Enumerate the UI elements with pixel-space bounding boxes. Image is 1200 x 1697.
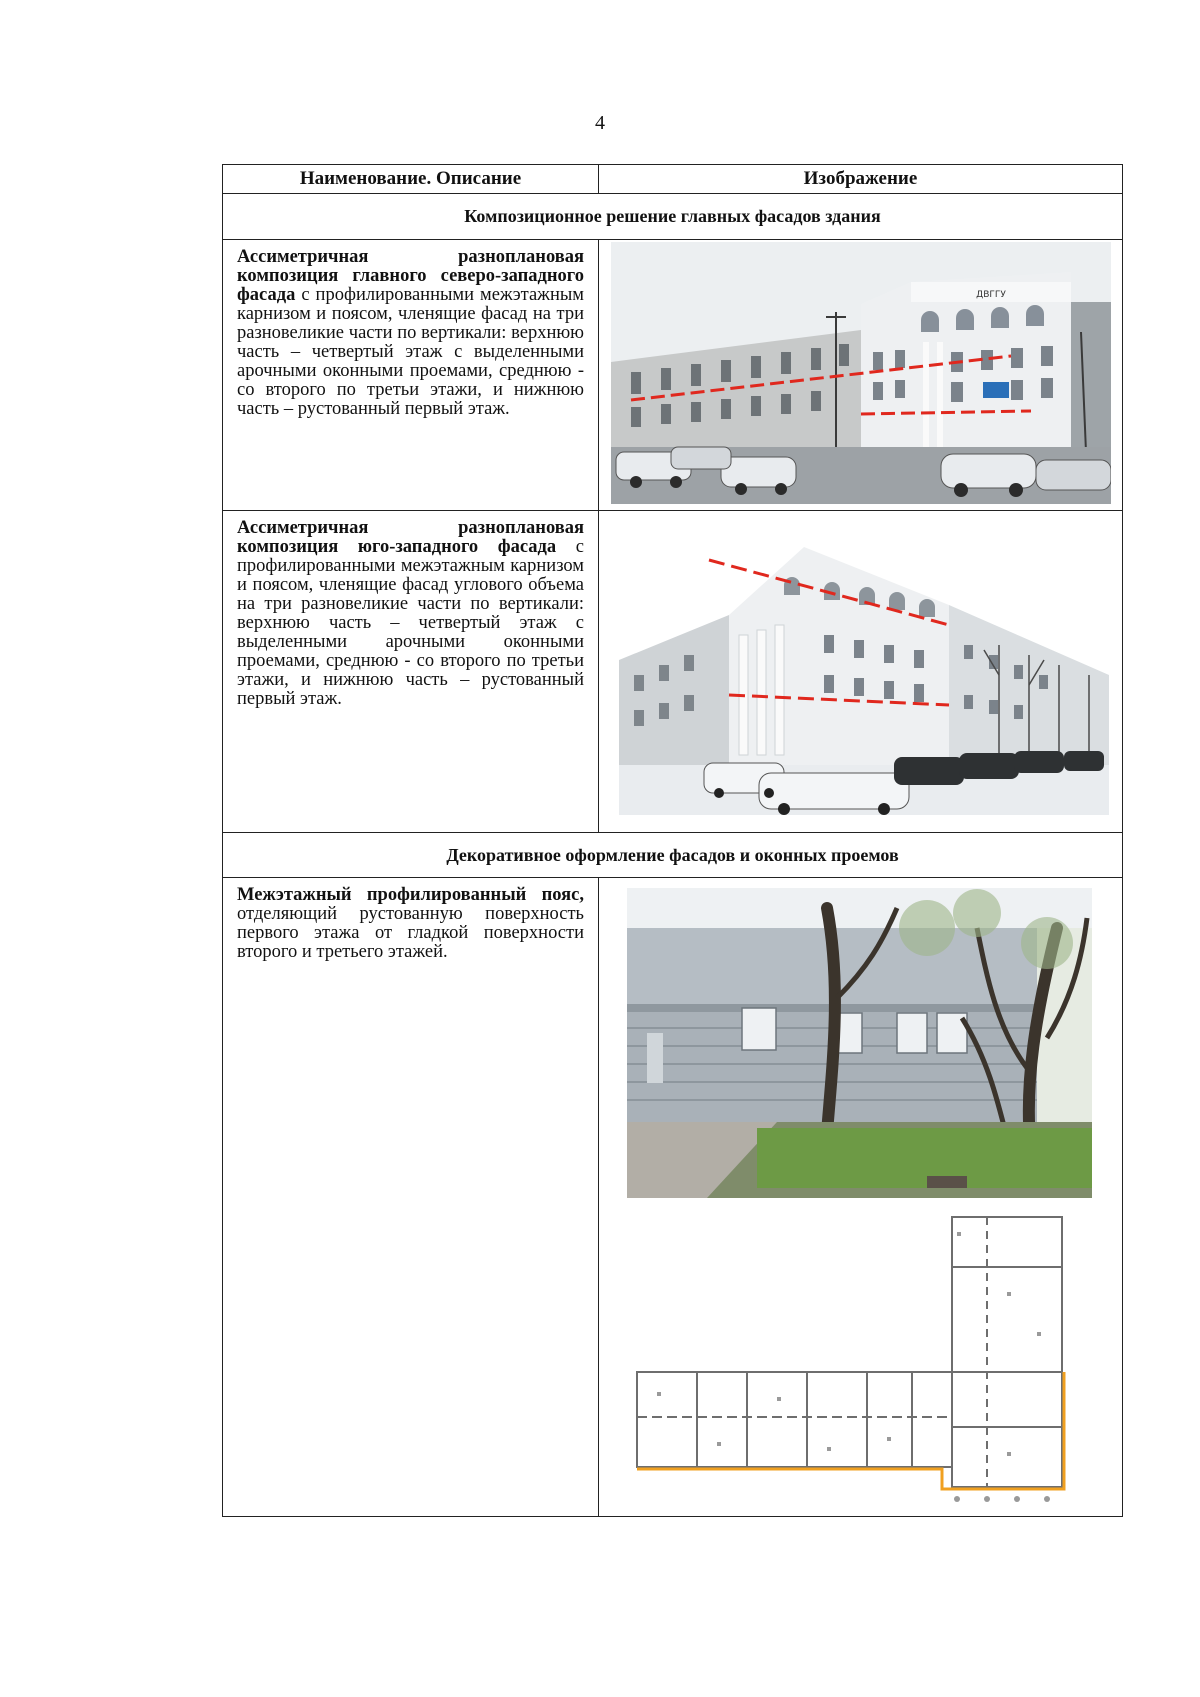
description-text: с профилированными межэтажным карнизом и поясом, членящие фасад углового объема на три разновеликие части по вертикали: верхнюю часть – четвертый этаж с выделенными арочными оконными проемами, среднюю - со второго по третьи этажи, и нижнюю часть – рустованный первый этаж.	[237, 536, 584, 709]
description-text: с профилированными межэтажным карнизом и поясом, членящие фасад на три разновеликие части по вертикали: верхнюю часть – четвертый этаж с выделенными арочными оконными проемами, среднюю - со второго по третьи этажи, и нижнюю часть – рустованный первый этаж.	[237, 284, 584, 419]
section-title: Декоративное оформление фасадов и оконных проемов	[223, 832, 1123, 878]
section-row	[223, 832, 1123, 878]
header-name: Наименование. Описание	[223, 165, 599, 194]
description-text: отделяющий рустованную поверхность первого этажа от гладкой поверхности второго и третьего этажей.	[237, 904, 584, 963]
image-cell	[599, 239, 1123, 510]
description-cell	[223, 510, 599, 832]
description-table	[222, 164, 1123, 1517]
description-bold: Ассиметричная разноплановая композиция юго-западного фасада	[237, 517, 584, 557]
table-header-row	[223, 165, 1123, 194]
section-row	[223, 194, 1123, 240]
description-cell	[223, 878, 599, 1517]
northwest-facade-photo	[611, 242, 1111, 504]
description-bold: Ассиметричная разноплановая композиция главного северо-западного фасада	[237, 246, 584, 305]
page-number: 4	[595, 112, 605, 134]
building-sign: ДВГГУ	[976, 289, 1006, 300]
table-row	[223, 239, 1123, 510]
image-cell	[599, 510, 1123, 832]
image-cell	[599, 878, 1123, 1517]
table-row	[223, 510, 1123, 832]
belt-course-photo	[627, 888, 1092, 1198]
southwest-facade-photo	[619, 525, 1109, 815]
floor-plan	[627, 1212, 1077, 1504]
section-title: Композиционное решение главных фасадов здания	[223, 194, 1123, 240]
description-cell	[223, 239, 599, 510]
header-image: Изображение	[599, 165, 1123, 194]
description-bold: Межэтажный профилированный пояс,	[237, 885, 584, 906]
table-row	[223, 878, 1123, 1517]
